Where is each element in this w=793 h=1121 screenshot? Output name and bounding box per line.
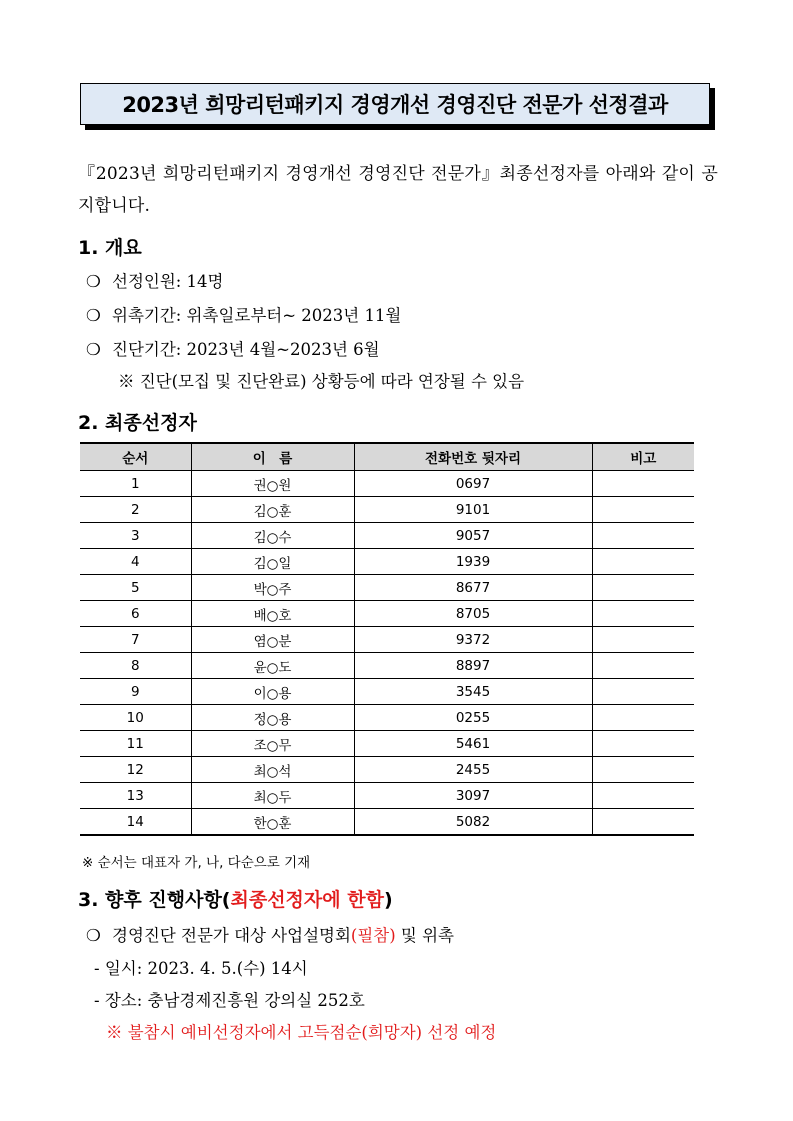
table-row: 12 최○석 2455: [80, 757, 694, 783]
overview-note: ※ 진단(모집 및 진단완료) 상황등에 따라 연장될 수 있음: [118, 372, 525, 391]
circle-bullet-icon: ❍: [86, 272, 101, 291]
table-row: 1 권○원 0697: [80, 471, 694, 497]
table-row: 5 박○주 8677: [80, 575, 694, 601]
table-row: 11 조○무 5461: [80, 731, 694, 757]
table-row: 13 최○두 3097: [80, 783, 694, 809]
col-header-order: 순서: [80, 443, 191, 471]
selection-table: [80, 442, 694, 836]
table-row: 8 윤○도 8897: [80, 653, 694, 679]
briefing-date: - 일시: 2023. 4. 5.(수) 14시: [94, 959, 308, 978]
section1-heading: 1. 개요: [78, 237, 142, 259]
absence-warning: ※ 불참시 예비선정자에서 고득점순(희망자) 선정 예정: [106, 1023, 497, 1042]
overview-item-diagnosis-period: ❍ 진단기간: 2023년 4월~2023년 6월: [86, 340, 380, 359]
table-row: 2 김○훈 9101: [80, 497, 694, 523]
briefing-place: - 장소: 충남경제진흥원 강의실 252호: [94, 991, 365, 1010]
table-row: 9 이○용 3545: [80, 679, 694, 705]
title-box: [80, 83, 712, 127]
col-header-name: 이 름: [191, 443, 354, 471]
circle-bullet-icon: ❍: [86, 340, 101, 359]
table-row: 10 정○용 0255: [80, 705, 694, 731]
circle-bullet-icon: ❍: [86, 926, 101, 945]
page-title: 2023년 희망리턴패키지 경영개선 경영진단 전문가 선정결과: [80, 83, 710, 125]
table-row: 4 김○일 1939: [80, 549, 694, 575]
section2-heading: 2. 최종선정자: [78, 412, 197, 434]
heading-highlight: 최종선정자에 한함: [230, 889, 384, 911]
table-row: 7 염○분 9372: [80, 627, 694, 653]
overview-item-appointment-period: ❍ 위촉기간: 위촉일로부터~ 2023년 11월: [86, 306, 402, 325]
table-row: 3 김○수 9057: [80, 523, 694, 549]
col-header-remarks: 비고: [592, 443, 694, 471]
table-row: 14 한○훈 5082: [80, 809, 694, 836]
overview-item-recruits: ❍ 선정인원: 14명: [86, 272, 224, 291]
required-attendance-tag: (필참): [350, 926, 396, 945]
table-note: ※ 순서는 대표자 가, 나, 다순으로 기재: [82, 855, 311, 871]
circle-bullet-icon: ❍: [86, 306, 101, 325]
table-row: 6 배○호 8705: [80, 601, 694, 627]
briefing-item: ❍ 경영진단 전문가 대상 사업설명회(필참) 및 위촉: [86, 926, 454, 945]
table-header-row: [80, 443, 694, 471]
section3-heading: 3. 향후 진행사항(최종선정자에 한함): [78, 889, 393, 911]
intro-paragraph: 『2023년 희망리턴패키지 경영개선 경영진단 전문가』최종선정자를 아래와 같이 공지합니다.: [78, 164, 718, 216]
col-header-phone: 전화번호 뒷자리: [354, 443, 592, 471]
